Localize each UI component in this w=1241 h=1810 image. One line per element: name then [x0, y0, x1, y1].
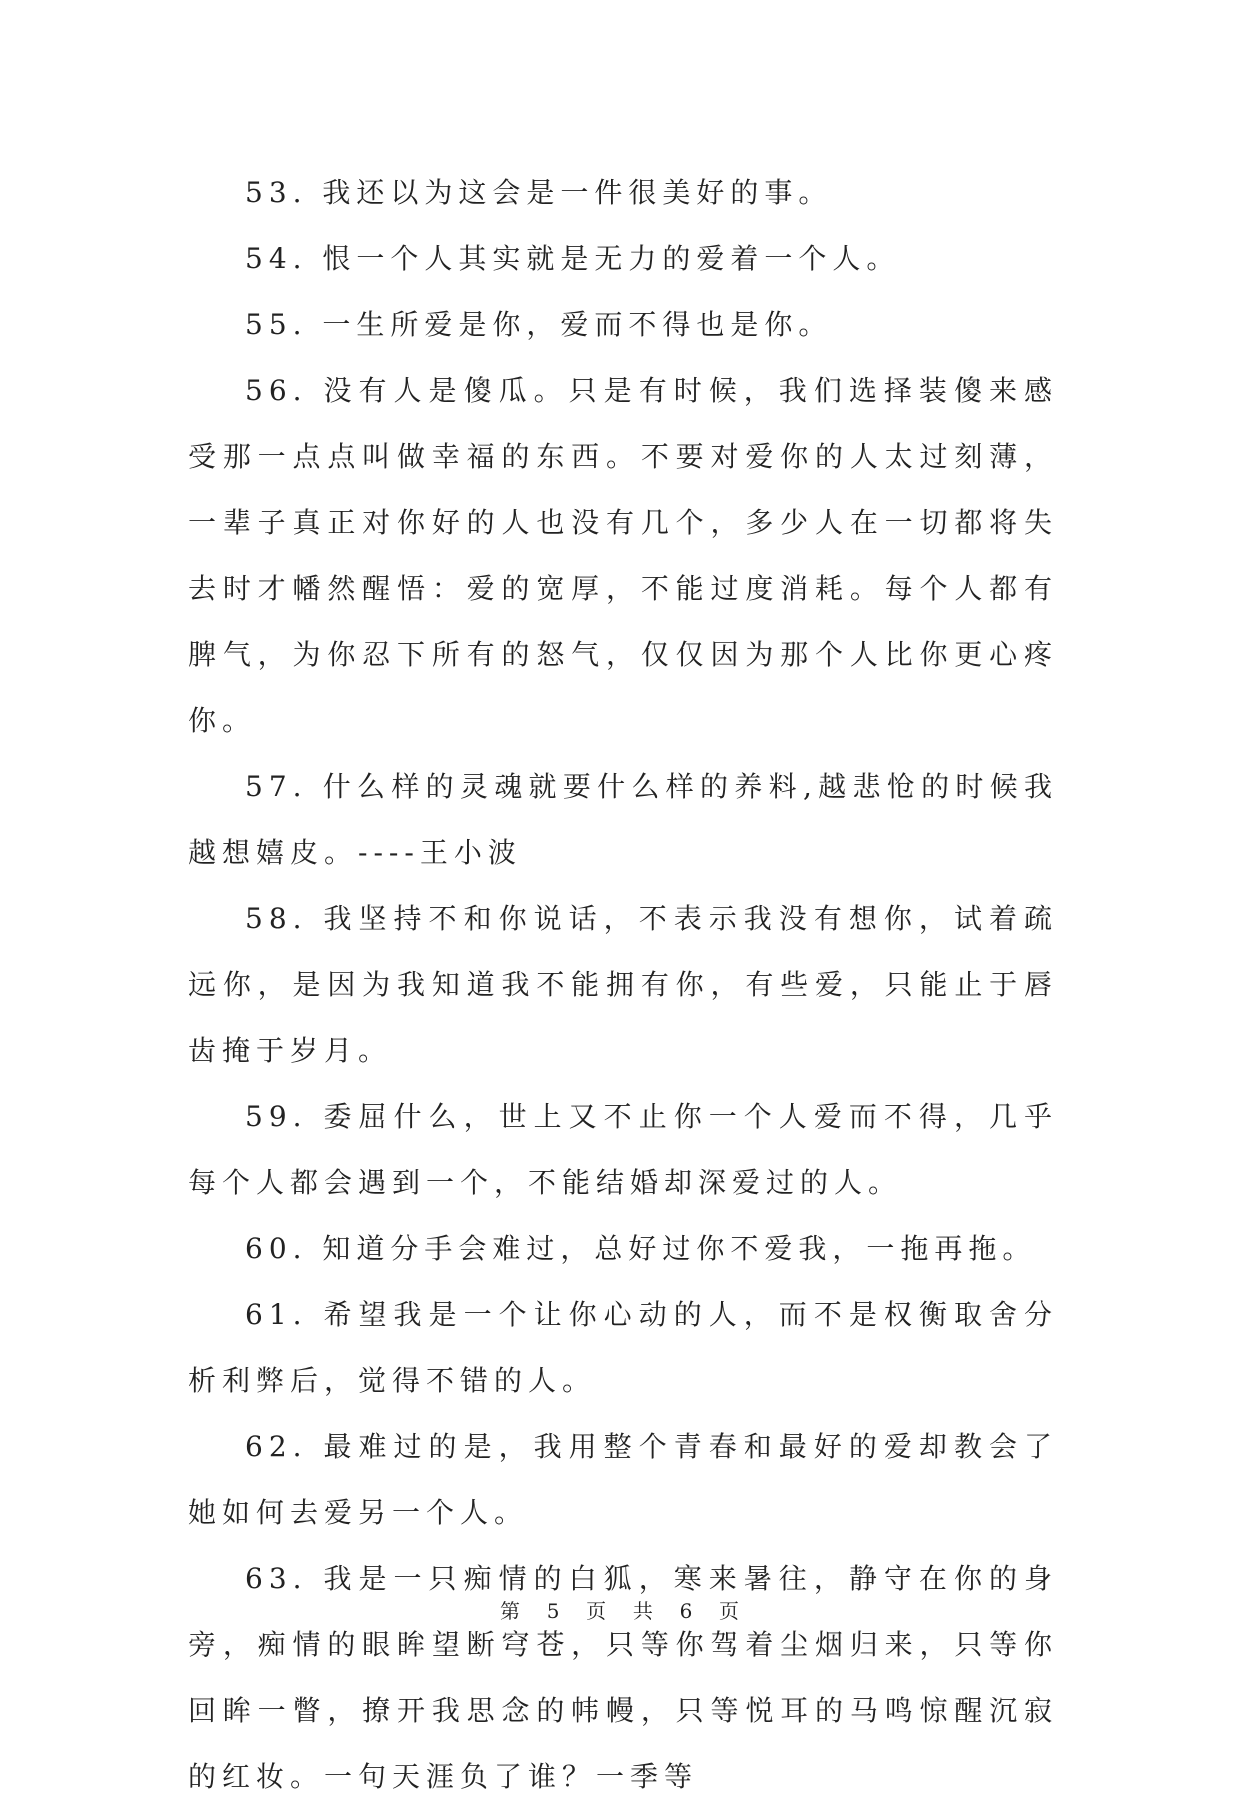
paragraph-54: 54. 恨一个人其实就是无力的爱着一个人。: [245, 242, 901, 275]
page-footer: [0, 1595, 1241, 1624]
paragraph-63: 63. 我是一只痴情的白狐，寒来暑往，静守在你的身旁，痴情的眼眸望断穹苍，只等你驾着尘烟归来，只等你回眸一瞥，撩开我思念的帏幔，只等悦耳的马鸣惊醒沉寂的红妆。一句天涯负了谁？一季等: [188, 1562, 1058, 1793]
footer-total-pages: 6: [679, 1599, 695, 1623]
footer-page-label: 页: [586, 1599, 609, 1623]
paragraph-55: 55. 一生所爱是你，爱而不得也是你。: [245, 308, 833, 341]
paragraph-53: 53. 我还以为这会是一件很美好的事。: [245, 176, 833, 209]
paragraph-59: 59. 委屈什么，世上又不止你一个人爱而不得，几乎每个人都会遇到一个，不能结婚却深爱过的人。: [188, 1100, 1058, 1199]
footer-suffix: 页: [719, 1599, 742, 1623]
paragraph-62: 62. 最难过的是，我用整个青春和最好的爱却教会了她如何去爱另一个人。: [188, 1430, 1058, 1529]
footer-total-label: 共: [632, 1599, 655, 1623]
paragraph-56: 56. 没有人是傻瓜。只是有时候，我们选择装傻来感受那一点点叫做幸福的东西。不要对爱你的人太过刻薄，一辈子真正对你好的人也没有几个，多少人在一切都将失去时才幡然醒悟：爱的宽厚，不能过度消耗。每个人都有脾气，为你忍下所有的怒气，仅仅因为那个人比你更心疼你。: [188, 374, 1058, 737]
paragraph-58: 58. 我坚持不和你说话，不表示我没有想你，试着疏远你，是因为我知道我不能拥有你，有些爱，只能止于唇齿掩于岁月。: [188, 902, 1058, 1067]
paragraph-57: 57. 什么样的灵魂就要什么样的养料,越悲怆的时候我越想嬉皮。----王小波: [188, 770, 1058, 869]
document-body: [188, 160, 1058, 1810]
paragraph-61: 61. 希望我是一个让你心动的人，而不是权衡取舍分析利弊后，觉得不错的人。: [188, 1298, 1058, 1397]
footer-prefix: 第: [499, 1599, 522, 1623]
paragraph-60: 60. 知道分手会难过，总好过你不爱我，一拖再拖。: [245, 1232, 1037, 1265]
footer-current-page: 5: [546, 1599, 562, 1623]
